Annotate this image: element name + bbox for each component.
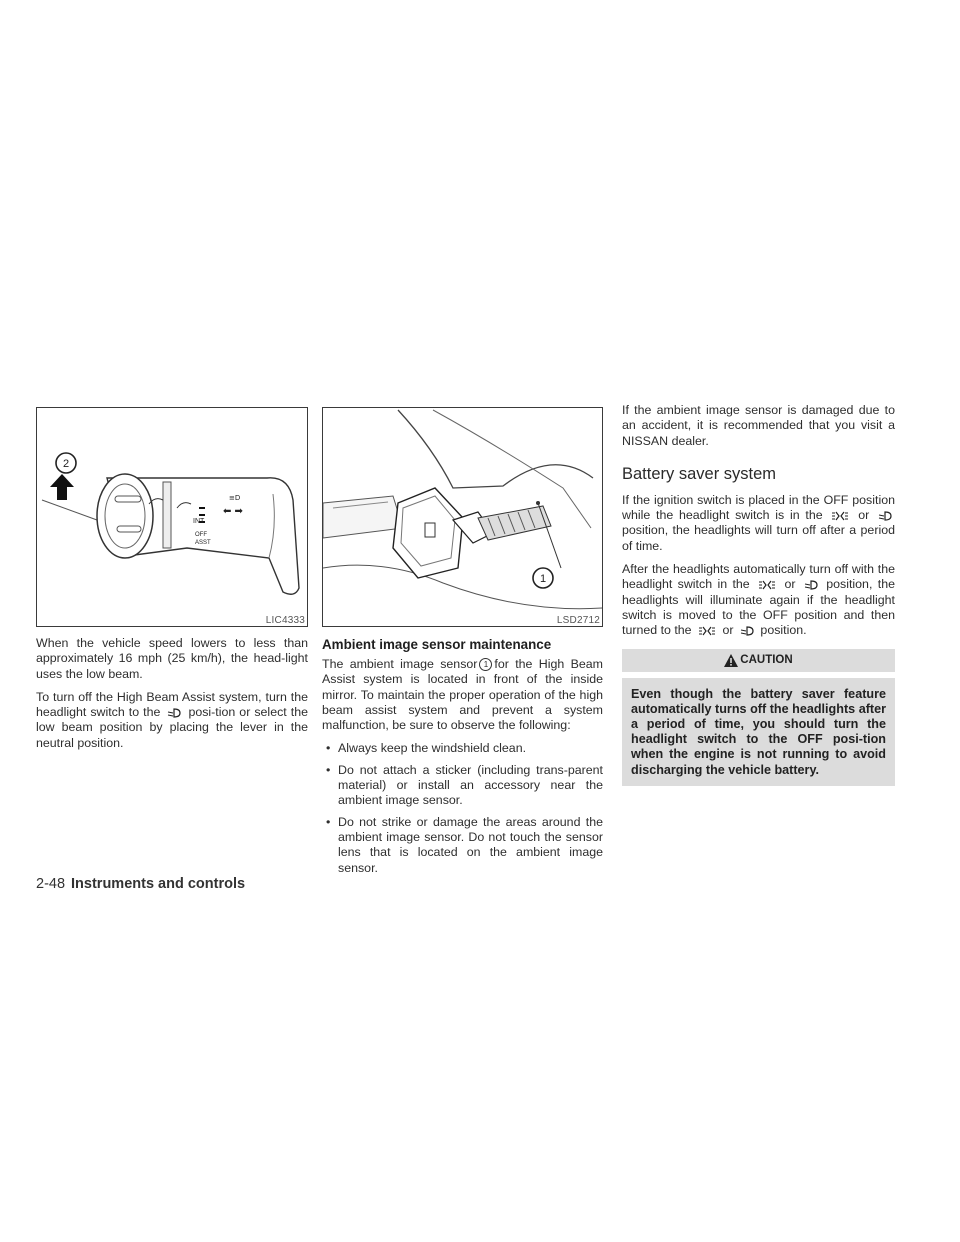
warning-icon xyxy=(724,654,738,667)
paragraph-low-beam: When the vehicle speed lowers to less than approximately 16 mph (25 km/h), the head-light uses the low beam. xyxy=(36,636,308,681)
sensor-illustration xyxy=(323,408,602,626)
page-number: 2-48 xyxy=(36,876,66,892)
list-item: • Do not strike or damage the areas around the ambient image sensor. Do not touch the sensor lens that is located on the ambient image sensor. xyxy=(322,815,603,876)
low-beam-icon xyxy=(740,626,754,636)
section-title: Instruments and controls xyxy=(71,876,246,892)
paragraph-battery-saver-1: If the ignition switch is placed in the OFF position while the headlight switch is in the or position, the headlights will turn off after a period of time. xyxy=(622,492,895,553)
callout-ref-1: 1 xyxy=(479,658,492,671)
list-item: • Always keep the windshield clean. xyxy=(322,741,603,756)
column-right xyxy=(622,403,895,786)
heading-sensor-maintenance: Ambient image sensor maintenance xyxy=(322,637,552,652)
callout-2: 2 xyxy=(62,458,70,470)
caution-text: Even though the battery saver feature automatically turns off the headlights after a period of time, you should turn the headlight switch to the OFF posi-tion when the engine is not running to avoid discharging the vehicle battery. xyxy=(622,678,895,786)
paragraph-sensor-damaged: If the ambient image sensor is damaged due to an accident, it is recommended that you visit a NISSAN dealer. xyxy=(622,403,895,448)
figure-lever xyxy=(36,407,308,627)
svg-text:ASST: ASST xyxy=(195,540,211,546)
paragraph-turn-off-assist: To turn off the High Beam Assist system, turn the headlight switch to the posi-tion or select the low beam position by placing the lever in the neutral position. xyxy=(36,689,308,750)
parking-light-icon xyxy=(698,626,716,636)
heading-battery-saver: Battery saver system xyxy=(622,464,777,483)
column-left xyxy=(36,407,308,759)
list-item: • Do not attach a sticker (including trans-parent material) or install an accessory near the ambient image sensor. xyxy=(322,763,603,809)
svg-text:OFF: OFF xyxy=(195,532,207,538)
low-beam-icon xyxy=(878,511,892,521)
figure-sensor xyxy=(322,407,603,627)
parking-light-icon xyxy=(831,511,849,521)
caution-header xyxy=(622,649,895,672)
low-beam-icon xyxy=(167,708,181,718)
svg-text:INT: INT xyxy=(193,518,205,525)
figure-label-lsd2712: LSD2712 xyxy=(556,615,600,626)
page-footer xyxy=(36,876,245,892)
low-beam-icon xyxy=(804,580,818,590)
svg-text:⬅ ➡: ⬅ ➡ xyxy=(223,506,243,517)
lever-illustration xyxy=(37,408,307,626)
maintenance-list xyxy=(322,741,603,875)
parking-light-icon xyxy=(758,580,776,590)
figure-label-lic4333: LIC4333 xyxy=(265,615,305,626)
callout-1: 1 xyxy=(539,573,547,585)
paragraph-battery-saver-2: After the headlights automatically turn off with the headlight switch in the or position, the headlights will illuminate again if the headlight switch is moved to the OFF position and then turned to the or position. xyxy=(622,562,895,638)
column-middle xyxy=(322,407,603,882)
svg-text:≡D: ≡D xyxy=(229,494,241,502)
paragraph-sensor-location: The ambient image sensor 1 for the High Beam Assist system is located in front of the inside mirror. To maintain the proper operation of the high beam assist system and prevent a system malfunction, be sure to observe the following: xyxy=(322,657,603,733)
caution-label: CAUTION xyxy=(740,654,793,667)
